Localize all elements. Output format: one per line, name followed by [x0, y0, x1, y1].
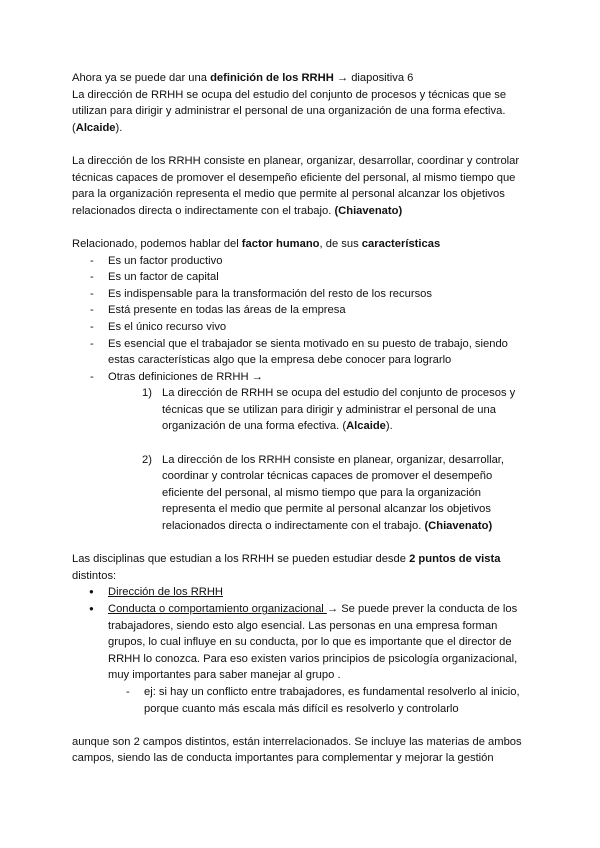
discipline-1-label: Dirección de los RRHH [108, 586, 224, 599]
discipline-2-label: Conducta o comportamiento organizacional [108, 603, 327, 615]
list-item [72, 584, 522, 601]
def2-text: La dirección de los RRHH consiste en planear, organizar, desarrollar, coordinar y controlar técnicas capaces de promover el desempeño eficiente del personal, al mismo tiempo que para la organización representa el medio que permite al personal alcanzar los objetivos relacionados directa o indirectamente con el trabajo. [72, 154, 520, 217]
factor-lead: Relacionado, podemos hablar del [72, 237, 242, 250]
spacer [72, 219, 522, 236]
def1-close: ). [115, 121, 123, 134]
list-item: - ej: si hay un conflicto entre trabajadores, es fundamental resolverlo al inicio, porque cuanto más escala más difícil es resolverlo y controlarlo [108, 684, 522, 717]
disciplines-list [72, 584, 522, 717]
other-def-author: Alcaide [346, 420, 386, 433]
def2-paragraph [72, 153, 522, 219]
disciplines-lead: Las disciplinas que estudian a los RRHH se pueden estudiar desde [72, 553, 410, 566]
def2-author: (Chiavenato) [334, 204, 403, 217]
list-item [72, 601, 522, 717]
list-item: - Es un factor productivo [72, 253, 522, 270]
intro-lead-bold: definición de los RRHH [210, 72, 334, 84]
intro-paragraph [72, 70, 522, 136]
list-item: - Es el único recurso vivo [72, 319, 522, 336]
factor-heading [72, 236, 522, 253]
other-def-close: ). [385, 420, 393, 433]
other-defs-list [126, 385, 522, 534]
spacer [72, 717, 522, 734]
list-item: - Es esencial que el trabajador se sienta motivado en su puesto de trabajo, siendo estas características algo que la empresa debe conocer para lograrlo [72, 336, 522, 369]
spacer [72, 136, 522, 153]
list-item: - Es indispensable para la transformación del resto de los recursos [72, 286, 522, 303]
intro-lead: Ahora ya se puede dar una [72, 72, 211, 84]
list-item: - Es un factor de capital [72, 269, 522, 286]
factor-bold2: características [361, 237, 441, 250]
list-item: - Otras definiciones de RRHH → [72, 369, 522, 386]
factor-list [72, 253, 522, 386]
document-body [72, 70, 522, 767]
factor-mid: , de sus [319, 237, 362, 250]
closing-paragraph: aunque son 2 campos distintos, están interrelacionados. Se incluye las materias de ambos campos, siendo las de conducta importantes para complementar y mejorar la gestión [72, 735, 522, 765]
other-def-author: (Chiavenato) [424, 520, 493, 533]
def1-text: La dirección de RRHH se ocupa del estudio del conjunto de procesos y técnicas que se utilizan para dirigir y administrar el personal de una organización de una forma efectiva. ( [72, 88, 507, 134]
list-number: 1) [142, 387, 152, 400]
disciplines-paragraph [72, 551, 522, 584]
intro-lead-tail: → diapositiva 6 [333, 72, 414, 84]
other-defs-block [72, 385, 522, 534]
factor-bold1: factor humano [241, 237, 320, 250]
list-number: 2) [142, 453, 152, 466]
other-def-text: La dirección de los RRHH consiste en planear, organizar, desarrollar, coordinar y controlar técnicas capaces de promover el desempeño eficiente del personal, al mismo tiempo que para la organización representa el medio que permite al personal alcanzar los objetivos relacionados directa o indirectamente con el trabajo. [162, 453, 505, 533]
list-item [126, 452, 522, 535]
other-def-text: La dirección de RRHH se ocupa del estudio del conjunto de procesos y técnicas que se utilizan para dirigir y administrar el personal de una organización de una forma efectiva. ( [162, 387, 516, 433]
disciplines-tail: distintos: [72, 569, 117, 582]
def1-author: Alcaide [75, 121, 116, 134]
discipline-2-text: → Se puede prever la conducta de los trabajadores, siendo esto algo esencial. Las personas en una empresa forman grupos, lo cual influye en su conducta, por lo que es importante que el director de RRHH lo conozca. Para eso existen varios principios de psicología organizacional, muy importantes para saber manejar al grupo . [108, 603, 518, 682]
disciplines-bold: 2 puntos de vista [409, 553, 501, 566]
list-item [126, 385, 522, 435]
spacer [72, 535, 522, 552]
list-item: - Está presente en todas las áreas de la empresa [72, 302, 522, 319]
discipline-2-sublist [108, 684, 522, 717]
